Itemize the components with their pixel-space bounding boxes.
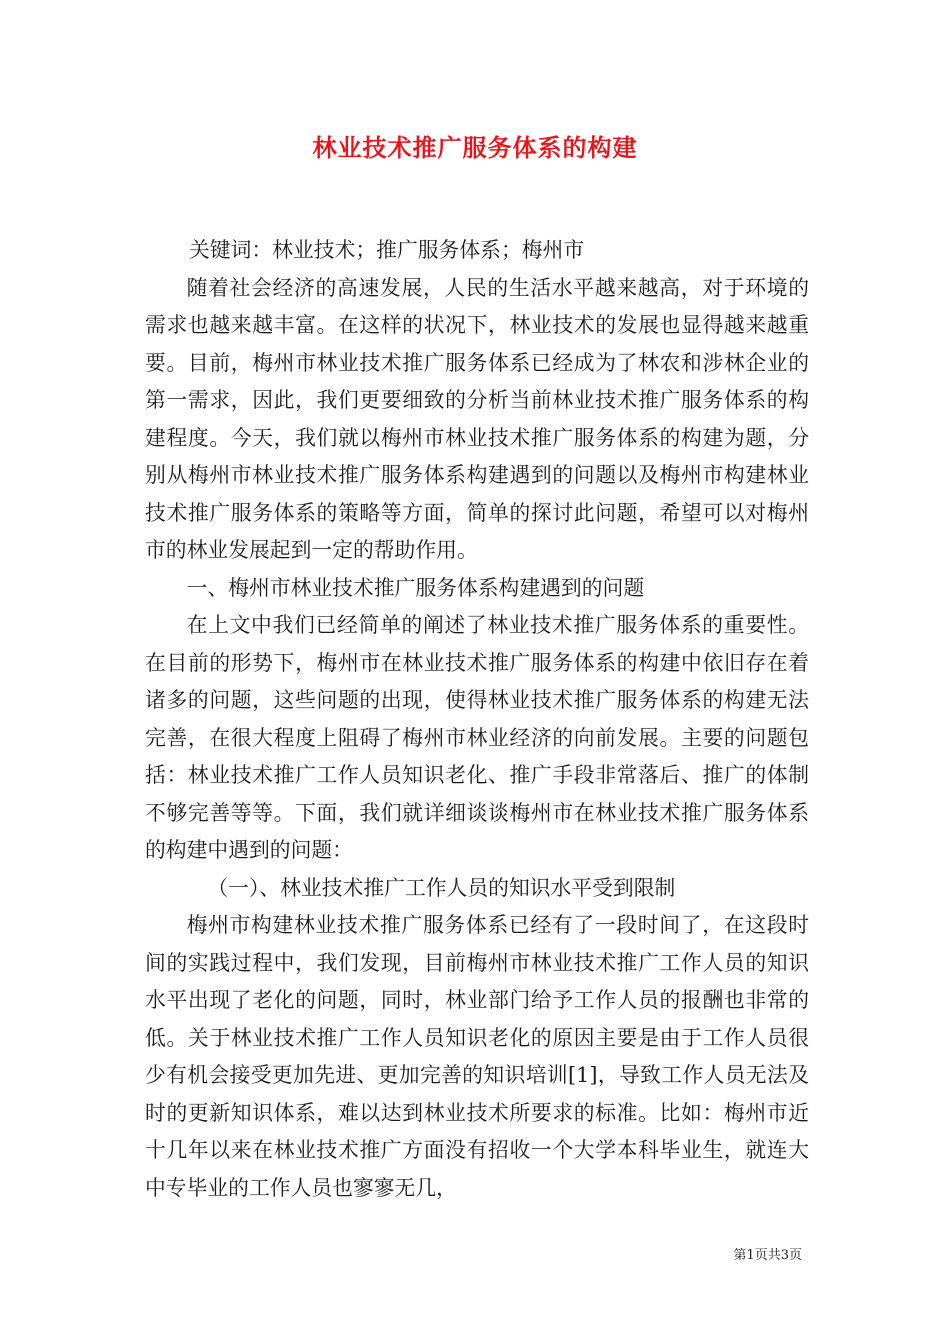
subsection-1-paragraph: 梅州市构建林业技术推广服务体系已经有了一段时间了，在这段时间的实践过程中，我们发现，目前梅州市林业技术推广工作人员的知识水平出现了老化的问题，同时，林业部门给予工作人员的报酬也非常的低。关于林业技术推广工作人员知识老化的原因主要是由于工作人员很少有机会接受更加先进、更加完善的知识培训[1]，导致工作人员无法及时的更新知识体系，难以达到林业技术所要求的标准。比如：梅州市近十几年以来在林业技术推广方面没有招收一个大学本科毕业生，就连大中专毕业的工作人员也寥寥无几， [145, 913, 809, 1200]
section-1-paragraph: 在上文中我们已经简单的阐述了林业技术推广服务体系的重要性。在目前的形势下，梅州市在林业技术推广服务体系的构建中依旧存在着诸多的问题，这些问题的出现，使得林业技术推广服务体系的构建无法完善，在很大程度上阻碍了梅州市林业经济的向前发展。主要的问题包括：林业技术推广工作人员知识老化、推广手段非常落后、推广的体制不够完善等等。下面，我们就详细谈谈梅州市在林业技术推广服务体系的构建中遇到的问题： [145, 613, 809, 862]
section-1-heading: 一、梅州市林业技术推广服务体系构建遇到的问题 [186, 575, 645, 600]
document-body [145, 232, 809, 1207]
document-title: 林业技术推广服务体系的构建 [312, 133, 638, 162]
subsection-1-heading: （一）、林业技术推广工作人员的知识水平受到限制 [207, 875, 676, 900]
intro-paragraph: 随着社会经济的高速发展，人民的生活水平越来越高，对于环境的需求也越来越丰富。在这样的状况下，林业技术的发展也显得越来越重要。目前，梅州市林业技术推广服务体系已经成为了林农和涉林企业的第一需求，因此，我们更要细致的分析当前林业技术推广服务体系的构建程度。今天，我们就以梅州市林业技术推广服务体系的构建为题，分别从梅州市林业技术推广服务体系构建遇到的问题以及梅州市构建林业技术推广服务体系的策略等方面，简单的探讨此问题，希望可以对梅州市的林业发展起到一定的帮助作用。 [145, 275, 809, 562]
keywords-line: 关键词：林业技术；推广服务体系；梅州市 [189, 238, 585, 262]
page-number: 第1页共3页 [733, 1248, 802, 1263]
